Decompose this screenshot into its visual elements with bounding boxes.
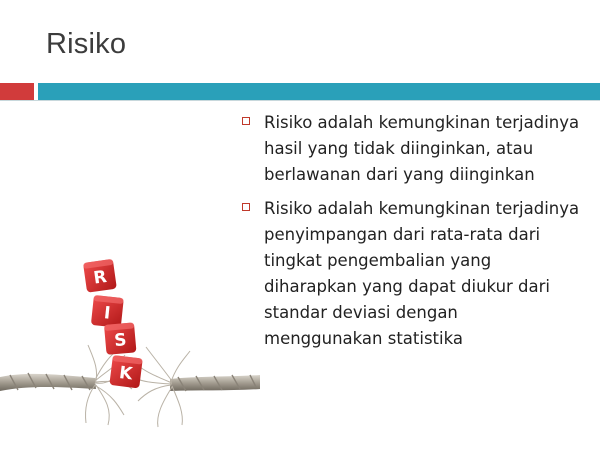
die-letter: S: [113, 330, 128, 352]
bullet-text: Risiko adalah kemungkinan terjadinya penyimpangan dari rata-rata dari tingkat pengembalian yang diharapkan yang dapat diukur dari standar deviasi dengan menggunakan statistika: [264, 199, 580, 348]
slide-title: Risiko: [46, 28, 127, 60]
square-bullet-icon: [242, 203, 250, 211]
accent-bar-teal: [38, 83, 600, 101]
die-letter: K: [118, 362, 134, 385]
accent-bar-red: [0, 83, 34, 101]
bullet-item: [240, 110, 580, 188]
bullet-list: [240, 110, 580, 360]
bullet-item: [240, 196, 580, 352]
accent-bar-edge: [0, 100, 600, 101]
rope-right: [170, 375, 260, 391]
die-letter: R: [92, 266, 109, 289]
bullet-text: Risiko adalah kemungkinan terjadinya hasil yang tidak diinginkan, atau berlawanan dari yang diinginkan: [264, 113, 580, 184]
die-letter: I: [102, 303, 112, 324]
rope-left: [0, 373, 96, 391]
risk-dice-rope-image: [0, 255, 260, 445]
square-bullet-icon: [242, 117, 250, 125]
risk-dice: [83, 259, 143, 389]
title-accent-bar: [0, 83, 600, 101]
